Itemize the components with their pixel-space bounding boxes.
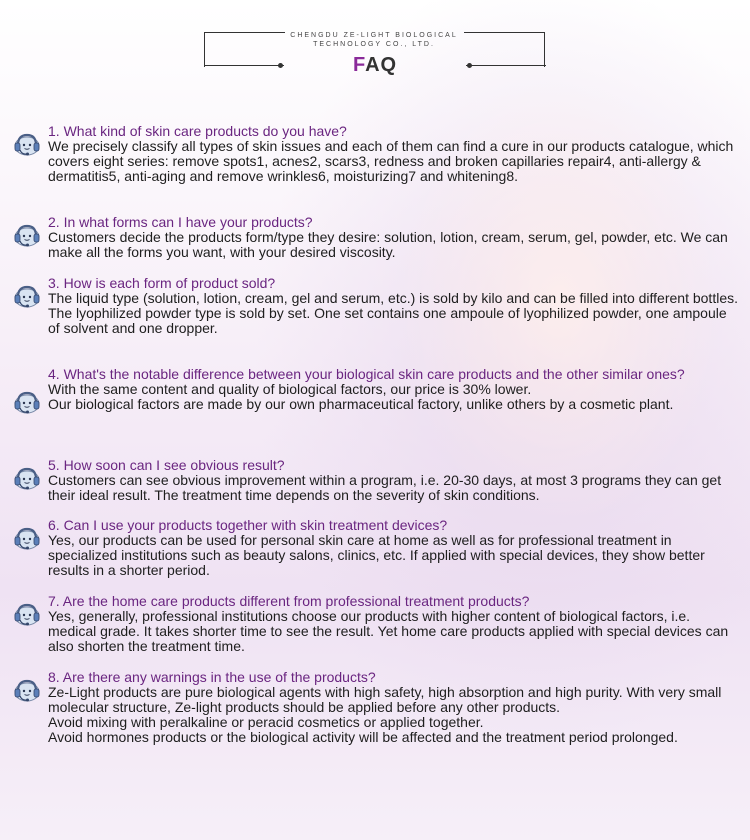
- faq-item-2: [12, 215, 742, 260]
- faq-answer: The liquid type (solution, lotion, cream, gel and serum, etc.) is sold by kilo and can be filled into different bottles. The lyophilized powder type is sold by set. One set contains one ampoule of lyophilized powder, one ampoule of solvent and one dropper.: [48, 290, 738, 336]
- headset-support-icon: [12, 283, 42, 309]
- faq-question: 8. Are there any warnings in the use of the products?: [48, 669, 376, 685]
- header-bracket-right: [464, 32, 545, 67]
- faq-item-4: [12, 367, 742, 412]
- faq-answer: We precisely classify all types of skin issues and each of them can find a cure in our products catalogue, which covers eight series: remove spots1, acnes2, scars3, redness and broken capillaries repair4, anti-allergy & dermatitis5, anti-aging and remove wrinkles6, moisturizing7 and whitening8.: [48, 138, 734, 184]
- headset-support-icon: [12, 389, 42, 415]
- faq-item-6: [12, 518, 742, 578]
- header-bracket-left: [204, 32, 285, 67]
- company-line-1: CHENGDU ZE-LIGHT BIOLOGICAL: [290, 32, 458, 39]
- faq-answer: Customers decide the products form/type they desire: solution, lotion, cream, serum, gel, powder, etc. We can make all the forms you want, with your desired viscosity.: [48, 229, 728, 260]
- faq-question: 7. Are the home care products different from professional treatment products?: [48, 593, 530, 609]
- page-title-accent: F: [352, 54, 366, 76]
- faq-question: 2. In what forms can I have your products?: [48, 214, 313, 230]
- headset-support-icon: [12, 222, 42, 248]
- faq-item-1: [12, 124, 742, 184]
- faq-item-3: [12, 276, 742, 336]
- faq-answer: With the same content and quality of biological factors, our price is 30% lower. Our biological factors are made by our own pharmaceutical factory, unlike others by a cosmetic plant.: [48, 381, 674, 412]
- faq-question: 5. How soon can I see obvious result?: [48, 457, 285, 473]
- faq-answer: Yes, our products can be used for personal skin care at home as well as for professional treatment in specialized institutions such as beauty salons, clinics, etc. If applied with special devices, they show better results in a shorter period.: [48, 532, 705, 578]
- headset-support-icon: [12, 465, 42, 491]
- faq-question: 3. How is each form of product sold?: [48, 275, 276, 291]
- company-name: [284, 31, 464, 49]
- faq-question: 4. What's the notable difference between your biological skin care products and the other similar ones?: [48, 366, 685, 382]
- headset-support-icon: [12, 601, 42, 627]
- headset-support-icon: [12, 677, 42, 703]
- header-dot-left: [278, 63, 283, 68]
- faq-item-7: [12, 594, 742, 654]
- faq-item-8: [12, 670, 742, 745]
- headset-support-icon: [12, 131, 42, 157]
- company-line-2: TECHNOLOGY CO., LTD.: [313, 41, 435, 48]
- faq-answer: Yes, generally, professional institutions choose our products with higher content of biological factors, i.e. medical grade. It takes shorter time to see the result. Yet home care products applied with special devices can also shorten the treatment time.: [48, 608, 729, 654]
- header-dot-right: [467, 63, 472, 68]
- headset-support-icon: [12, 525, 42, 551]
- faq-question: 1. What kind of skin care products do you have?: [48, 123, 347, 139]
- page-title-rest: AQ: [365, 54, 398, 76]
- faq-item-5: [12, 458, 742, 503]
- faq-answer: Customers can see obvious improvement within a program, i.e. 20-30 days, at most 3 programs they can get their ideal result. The treatment time depends on the severity of skin conditions.: [48, 472, 722, 503]
- page-title: [300, 54, 450, 77]
- faq-answer: Ze-Light products are pure biological agents with high safety, high absorption and high purity. With very small molecular structure, Ze-light products should be applied before any other products. Avoid mixing with peralkaline or peracid cosmetics or applied together. Avoid hormones products or the biological activity will be affected and the treatment period prolonged.: [48, 684, 722, 745]
- faq-question: 6. Can I use your products together with skin treatment devices?: [48, 517, 448, 533]
- page-header: [0, 0, 750, 100]
